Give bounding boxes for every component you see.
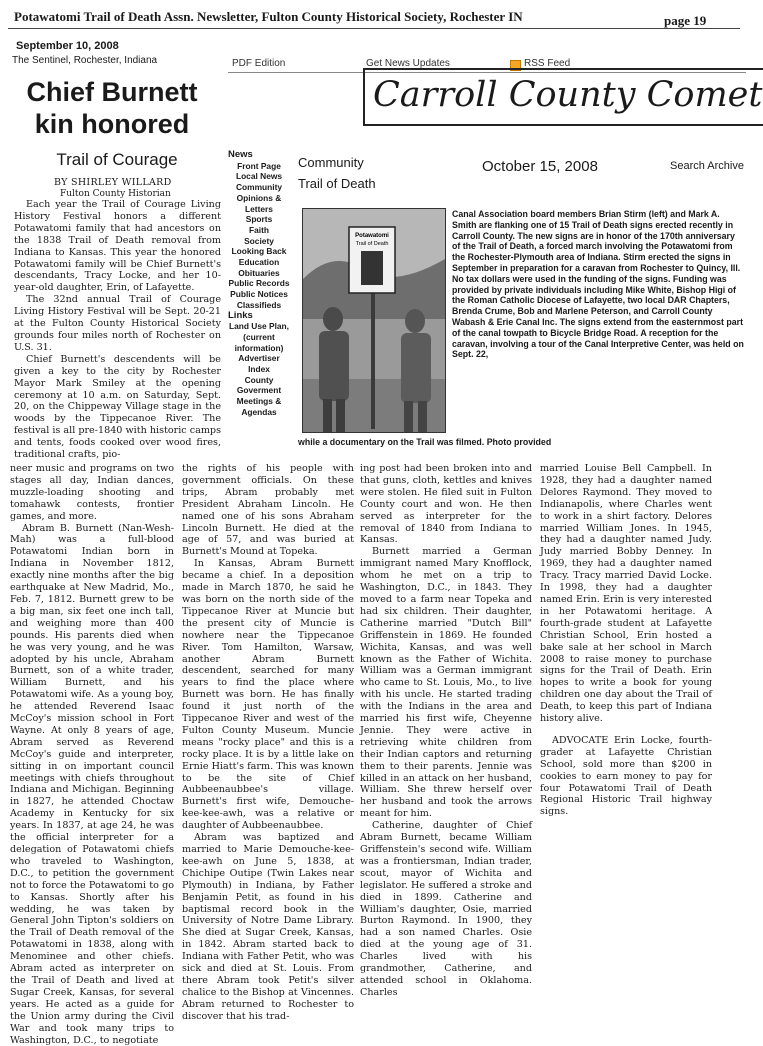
comet-nav	[228, 150, 290, 418]
news-photo	[302, 208, 446, 433]
nav-link[interactable]: Land Use Plan, (current information)	[228, 321, 290, 353]
comet-clipping	[228, 54, 763, 454]
nav-item[interactable]: Looking Back	[231, 246, 287, 257]
tab-rss-feed[interactable]: RSS Feed	[524, 58, 571, 69]
photo-caption-advocate: ADVOCATE Erin Locke, fourth-grader at Lafayette Christian School, sold more than $200 in cookies to earn money to pay for four Potawatomi Trail of Death Regional Historic Trail highway signs.	[540, 734, 712, 818]
nav-item[interactable]: Community	[235, 182, 283, 193]
nav-link[interactable]: Agendas	[241, 406, 277, 417]
article-headline	[12, 76, 212, 140]
nav-item[interactable]: Classifieds	[236, 299, 282, 310]
tab-get-news-updates[interactable]: Get News Updates	[366, 58, 450, 69]
comet-masthead: Carroll County Comet	[363, 68, 763, 126]
nav-item[interactable]: Public Records	[228, 278, 290, 289]
article-paragraph: neer music and programs on two stages all day, Indian dances, muzzle-loading shooting and tomahawk contests, frontier games, and more.	[10, 463, 174, 522]
photo-illustration	[303, 209, 445, 432]
headline-line-1: Chief Burnett	[26, 77, 198, 107]
nav-link[interactable]: Goverment Meetings &	[236, 385, 282, 407]
nav-item[interactable]: Public Notices	[230, 289, 288, 300]
nav-link[interactable]: Advertiser	[238, 353, 280, 364]
article-paragraph: The 32nd annual Trail of Courage Living History Festival will be Sept. 20-21 at the Fulton County Historical Society grounds four miles north of Rochester on U.S. 31.	[14, 294, 221, 353]
article-subhead: Trail of Courage	[56, 150, 178, 169]
publication-date: October 15, 2008	[482, 158, 598, 175]
sign-line-1: Potawatomi	[355, 233, 389, 239]
article-paragraph: Chief Burnett's descendents will be given a key to the city by Rochester Mayor Mark Smiley at the opening ceremony at 10 a.m. on Saturday, Sept. 20, on the Chippeway Village stage in the woods by the Tippecanoe River. The festival is all pre-1840 with historic camps and tents, foods cooked over wood fires, traditional crafts, pio-	[14, 353, 221, 461]
newsletter-header-title: Potawatomi Trail of Death Assn. Newsletter, Fulton County Historical Society, Rochester IN	[14, 9, 523, 24]
nav-header-links: Links	[228, 309, 253, 321]
nav-item[interactable]: Obituaries	[238, 267, 280, 278]
tab-pdf-edition[interactable]: PDF Edition	[232, 58, 286, 69]
section-label: Community	[298, 155, 364, 170]
sign-line-2: Trail of Death	[355, 241, 389, 247]
author-affiliation: Fulton County Historian	[60, 189, 171, 199]
nav-item[interactable]: Local News	[235, 171, 283, 182]
nav-link[interactable]: County	[244, 374, 274, 385]
article-column-3	[360, 463, 532, 998]
section-title: Trail of Death	[298, 176, 376, 191]
nav-header-news: News	[228, 149, 253, 160]
article-source: The Sentinel, Rochester, Indiana	[12, 55, 158, 66]
article-column-1	[10, 463, 174, 1046]
photo-caption-end: while a documentary on the Trail was filmed. Photo provided	[298, 437, 552, 447]
article-intro-column	[14, 199, 221, 461]
headline-line-2: kin honored	[34, 109, 190, 139]
nav-item[interactable]: Society	[244, 235, 274, 246]
article-paragraph: Catherine, daughter of Chief Abram Burnett, became William Griffenstein's second wife. William was a frontiersman, Indian trader, scout, mayor of Wichita and legislator. He suffered a stroke and died in 1899. Catherine and William's daughter, Osie, married Burton Raymond. In 1900, they had a son named Charles. Osie died at the young age of 31. Charles lived with his grandmother, Catherine, and attended school in Oklahoma. Charles	[360, 820, 532, 998]
page-number: page 19	[664, 13, 707, 28]
nav-item[interactable]: Sports	[245, 214, 273, 225]
nav-item[interactable]: Education	[238, 257, 280, 268]
article-paragraph: married Louise Bell Campbell. In 1928, they had a daughter named Delores Raymond. They moved to Indianapolis, where Charles went to work in a shirt factory. Delores married William Jones. In 1945, they had a daughter named Judy. Judy married Bobby Denney. In 1969, they had a daughter named Tracy. Tracy married David Locke. In 1998, they had a daughter named Erin. Erin is very interested in her Potawatomi heritage. A fourth-grade student at Lafayette Christian School, Erin hosted a bake sale at her school in March 2008 to raise money to purchase signs for the Trail of Death. Erin hopes to write a book for young children one day about the Trail of Death, to keep this part of Indiana history alive.	[540, 463, 712, 725]
article-paragraph: Each year the Trail of Courage Living History Festival honors a different Potawatomi family that had ancestors on the 1838 Trail of Death removal from Indiana to Kansas. This year the honored Potawatomi family will be Chief Burnett's descendants, Tracy Locke, and her 10-year-old daughter, Erin, of Lafayette.	[14, 199, 221, 294]
article-column-2	[182, 463, 354, 1022]
header-rule	[8, 28, 740, 29]
article-byline: BY SHIRLEY WILLARD	[54, 177, 172, 188]
article-paragraph: Abram B. Burnett (Nan-Wesh-Mah) was a full-blood Potawatomi Indian born in Indiana in November 1812, exactly nine months after the big earthquake at New Madrid, Mo., Feb. 7, 1812. Burnett grew to be a big man, six feet one inch tall, and weighing more than 400 pounds. His parents died when he was very young, and he was adopted by his uncle, Abraham Burnett, son of a white trader, William Burnett, and his Potawatomi wife. As a young boy, he attended Reverend Isaac McCoy's mission school in Fort Wayne. At only 8 years of age, Abram served as Reverend McCoy's guide and interpreter, sitting in on important council meetings with chiefs throughout Indiana and Michigan. Beginning in 1827, he attended Choctaw Academy in Kentucky for six years. In 1837, at age 24, he was the official interpreter for a delegation of Potawatomi chiefs who traveled to Washington, D.C., to petition the government not to force the Potawatomi to go to Kansas. Shortly after his wedding, he was taken by General John Tipton's soldiers on the Trail of Death removal of the Potawatomi in 1838, along with Menominee and other chiefs. Abram acted as interpreter on the Trail of Death and lived at Sugar Creek, Kansas, for several years. He acted as a guide for the Union army during the Civil War and took many trips to Washington, D.C., to negotiate	[10, 522, 174, 1046]
nav-item[interactable]: Opinions & Letters	[236, 192, 282, 214]
article-column-4	[540, 463, 712, 863]
search-archive-link[interactable]: Search Archive	[670, 160, 744, 172]
article-paragraph: the rights of his people with government officials. On these trips, Abram probably met President Abraham Lincoln. He named one of his sons Abraham Lincoln Burnett. He died at the age of 57, and was buried at Burnett's Mound at Topeka.	[182, 463, 354, 558]
article-paragraph: ing post had been broken into and that guns, cloth, kettles and knives were stolen. He filed suit in Fulton County court and won. He then served as interpreter for the removal of 1840 from Indiana to Kansas.	[360, 463, 532, 546]
article-paragraph: Burnett married a German immigrant named Mary Knofflock, whom he met on a trip to Washington, D.C., in 1843. They moved to a farm near Topeka and had six children. Their daughter, Catherine married "Dutch Bill" Griffenstein in 1869. He founded Wichita, Kansas, and was well known as the Father of Wichita. William was a German immigrant who came to St. Louis, Mo., to live with his uncle. He started trading with the Indians in the area and married his first wife, Cheyenne Jennie. They were active in retrieving white children from their Indian captors and returning them to their parents. Jennie was killed in an attack on her husband, William. She threw herself over her husband and took the arrows meant for him.	[360, 546, 532, 820]
article-paragraph: Abram was baptized and married to Marie Demouche-kee-kee-awh on June 5, 1838, at Chichipe Outipe (Twin Lakes near Plymouth) in Indiana, by Father Benjamin Petit, as found in his baptismal record book in the University of Notre Dame Library. She died at Sugar Creek, Kansas, in 1842. Abram started back to Indiana with Father Petit, who was sick and died at St. Louis. From there Abram took Petit's silver chalice to the Bishop at Vincennes. Abram returned to Rochester to discover that his trad-	[182, 832, 354, 1022]
nav-link[interactable]: Index	[248, 364, 270, 375]
article-date: September 10, 2008	[16, 40, 119, 52]
article-paragraph: In Kansas, Abram Burnett became a chief. In a deposition made in March 1870, he said he was born on the north side of the Tippecanoe River at Muncie but the present city of Muncie is nowhere near the Tippecanoe River. Tom Hamilton, Warsaw, another Abram Burnett descendent, searched for many years to find the place where Burnett was born. He has finally found it just north of the Tippecanoe River and west of the Fulton County Museum. Muncie means "rocky place" and this is a rocky place. It is by a little lake on Ernie Hiatt's farm. This was known to be the site of Chief Aubbeenaubbee's village. Burnett's first wife, Demouche-kee-kee-awh, was a relative or daughter of Aubbeenaubbee.	[182, 558, 354, 832]
photo-caption: Canal Association board members Brian Stirm (left) and Mark A. Smith are flanking one of 15 Trail of Death signs erected recently in Carroll County. The new signs are in honor of the 170th anniversary of the Trail of Death, a forced march involving the Potawatomi from the Rochester-Plymouth area of Indiana. Stirm erected the signs in September in preparation for a caravan from Rochester to Quincy, Ill. No tax dollars were used in the funding of the signs. Funding was provided by private individuals including Mike White, Bishop Higi of the Roman Catholic Diocese of Lafayette, two local DAR Chapters, Brenda Crume, Bob and Marlene Peterson, and Carroll County Wabash & Erie Canal Inc. The signs extend from the easternmost part of the canal towpath to Bicycle Bridge Road. A reception for the caravan, involving a tour of the Canal Interpretive Center, was held on Sept. 22,	[452, 209, 744, 360]
nav-item[interactable]: Faith	[248, 224, 269, 235]
nav-item[interactable]: Front Page	[237, 160, 281, 171]
